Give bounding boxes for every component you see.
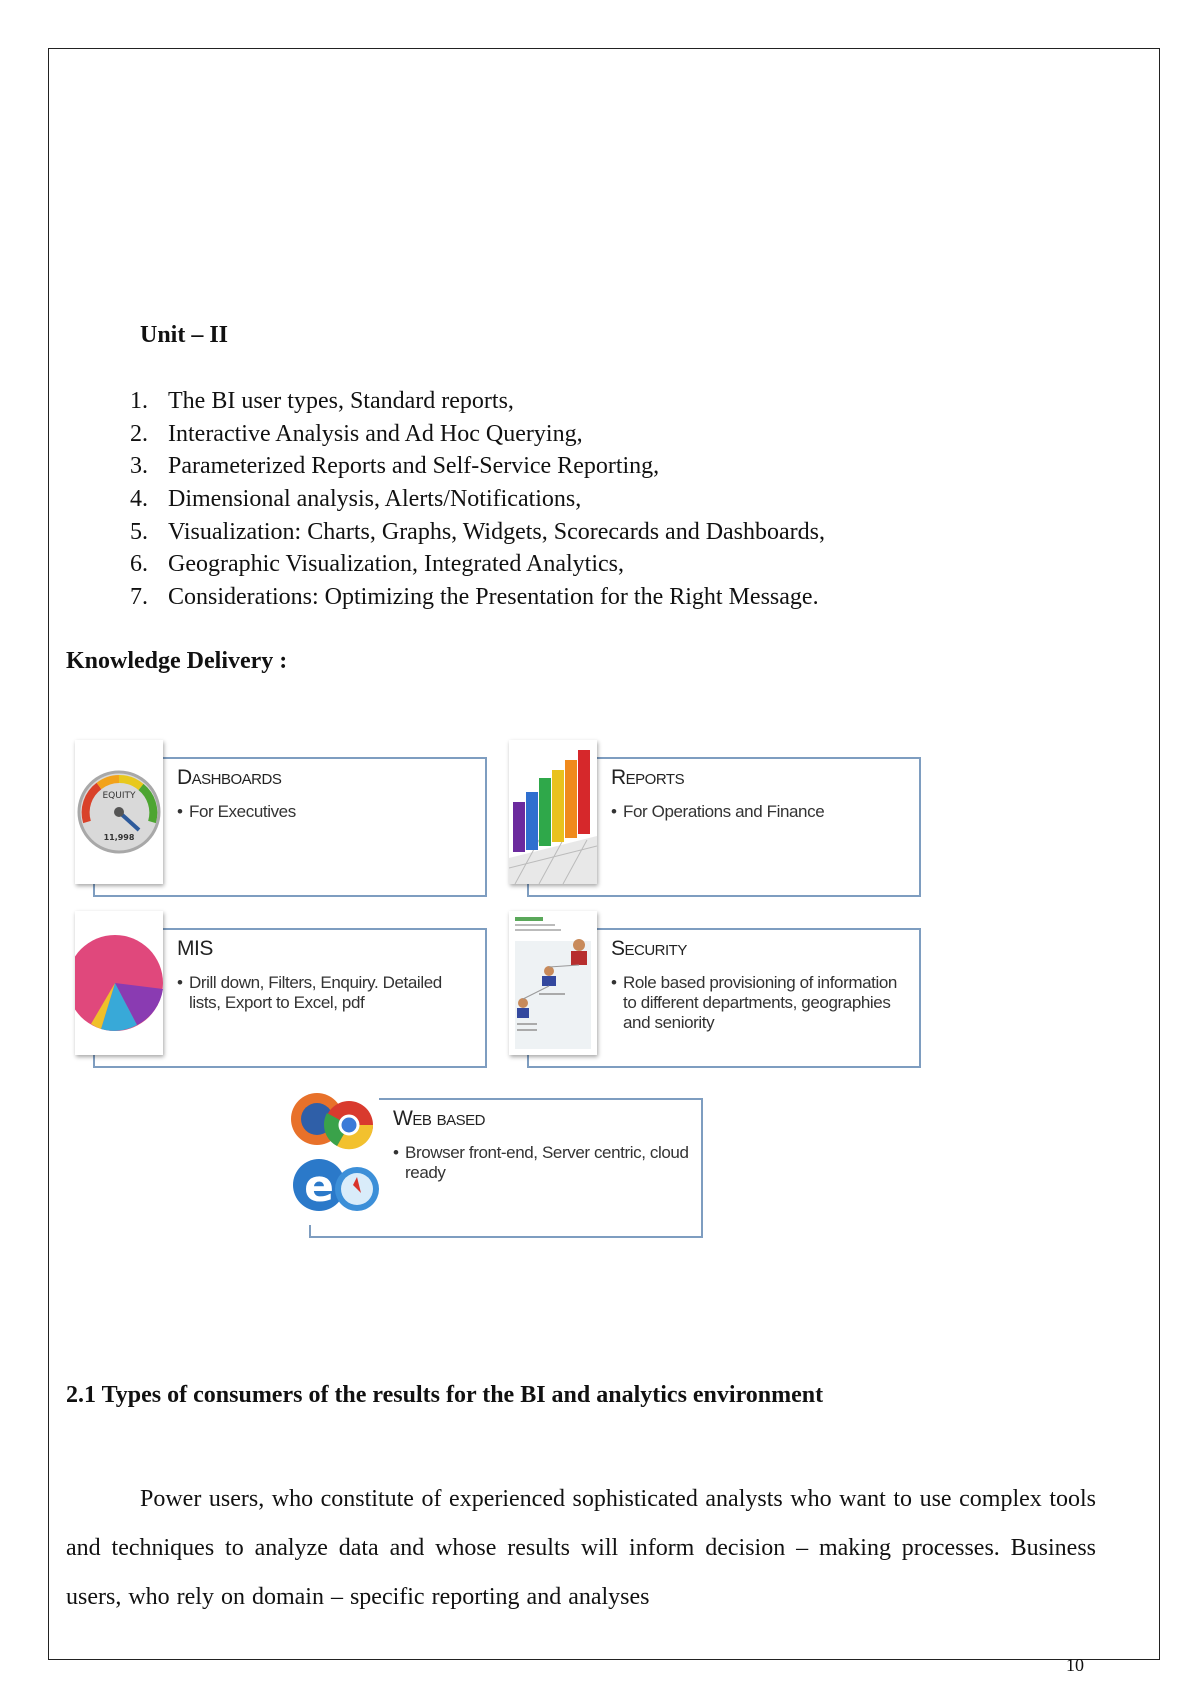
- topic-item: [130, 581, 825, 614]
- bullet: •: [611, 802, 617, 821]
- topic-number: 4.: [130, 486, 148, 513]
- card-title: Security: [611, 937, 687, 960]
- card-title: Reports: [611, 766, 685, 789]
- topic-number: 1.: [130, 388, 148, 414]
- gauge-icon: [75, 740, 163, 884]
- bullet: •: [611, 973, 617, 992]
- topic-number: 5.: [130, 518, 148, 545]
- card-web-based: [291, 1081, 703, 1238]
- section-title: 2.1 Types of consumers of the results for the BI and analytics environment: [66, 1382, 824, 1408]
- topic-text: Interactive Analysis and Ad Hoc Querying,: [168, 420, 583, 447]
- card-reports: [509, 740, 921, 897]
- gauge-value: 11,998: [103, 833, 135, 842]
- card-description: Browser front-end, Server centric, cloud ready: [405, 1143, 689, 1182]
- bullet: •: [177, 802, 183, 821]
- topic-number: 6.: [130, 551, 148, 578]
- unit-title: Unit – II: [140, 322, 229, 348]
- pie-chart-icon: [75, 911, 163, 1055]
- topic-item: [130, 483, 825, 516]
- topic-number: 7.: [130, 584, 148, 611]
- topic-number: 3.: [130, 453, 148, 480]
- knowledge-delivery-title: Knowledge Delivery :: [66, 648, 288, 674]
- org-chart-icon: [509, 911, 597, 1055]
- topic-item: [130, 450, 825, 483]
- body-paragraph: Power users, who constitute of experienced sophisticated analysts who want to use complex tools and techniques to analyze data and whose results will inform decision – making processes. Business users, who rely on domain – specific reporting and analyses: [66, 1486, 1096, 1610]
- topic-text: The BI user types, Standard reports,: [168, 388, 514, 414]
- bar-chart-icon: [509, 740, 597, 884]
- card-description: Role based provisioning of information to different departments, geographies and seniority: [623, 973, 897, 1032]
- topic-text: Parameterized Reports and Self-Service Reporting,: [168, 453, 660, 480]
- card-title: Web based: [393, 1107, 486, 1130]
- card-title: Dashboards: [177, 766, 282, 789]
- topic-item: [130, 516, 825, 549]
- topic-item: [130, 548, 825, 581]
- topic-item: [130, 418, 825, 451]
- svg-text:e: e: [304, 1161, 334, 1212]
- card-description: Drill down, Filters, Enquiry. Detailed lists, Export to Excel, pdf: [189, 973, 442, 1012]
- card-mis: [75, 911, 487, 1068]
- browser-logos-icon: [291, 1081, 379, 1225]
- card-dashboards: [75, 740, 487, 897]
- bullet: •: [177, 973, 183, 992]
- topic-list: [130, 385, 825, 614]
- gauge-label: EQUITY: [102, 791, 136, 801]
- topic-text: Considerations: Optimizing the Presentation for the Right Message.: [168, 584, 819, 611]
- topic-text: Dimensional analysis, Alerts/Notifications,: [168, 486, 582, 513]
- bullet: •: [393, 1143, 399, 1162]
- topic-item: [130, 385, 825, 418]
- topic-number: 2.: [130, 420, 148, 447]
- topic-text: Visualization: Charts, Graphs, Widgets, Scorecards and Dashboards,: [168, 518, 825, 545]
- card-security: [509, 911, 921, 1068]
- card-description: For Operations and Finance: [623, 802, 825, 821]
- card-title: MIS: [177, 937, 213, 960]
- topic-text: Geographic Visualization, Integrated Analytics,: [168, 551, 624, 578]
- card-description: For Executives: [189, 802, 296, 821]
- page-number: 10: [1066, 1655, 1084, 1675]
